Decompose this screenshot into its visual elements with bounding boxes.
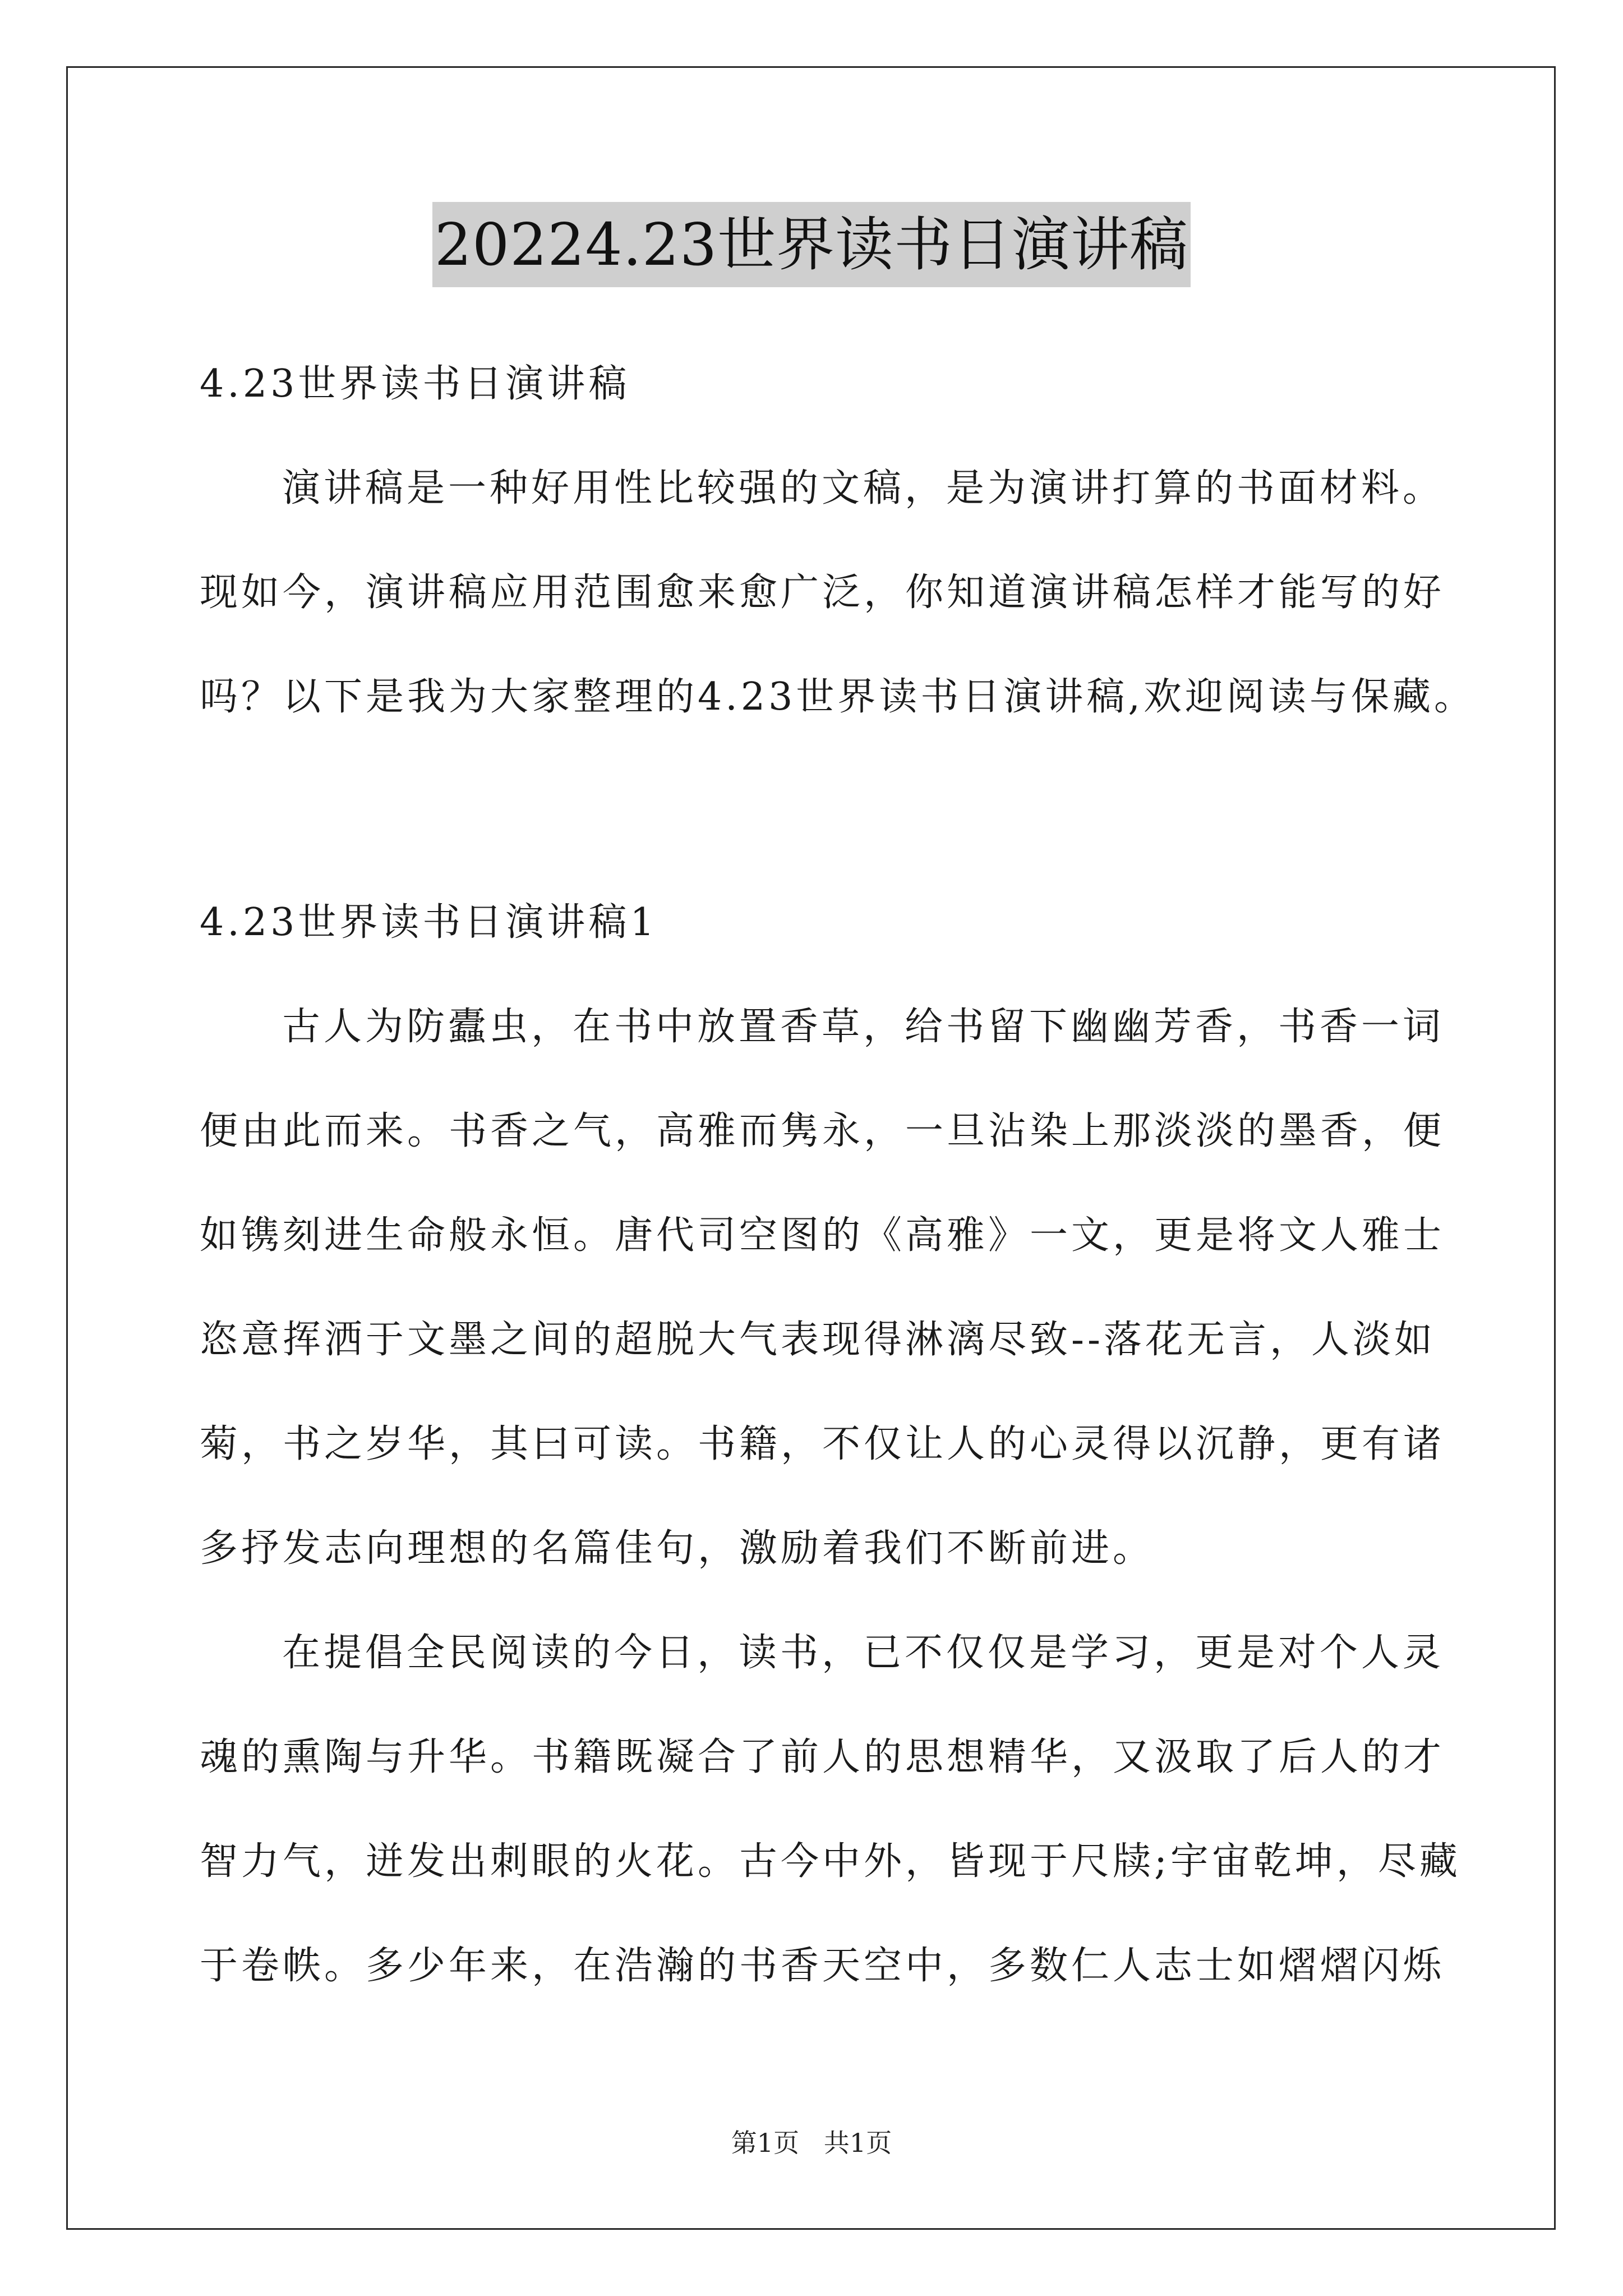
page-number: 第1页 共1页 bbox=[731, 2128, 892, 2158]
title-container bbox=[0, 202, 1623, 287]
paragraph-line: 古人为防蠹虫，在书中放置香草，给书留下幽幽芳香，书香一词 bbox=[282, 1005, 1445, 1049]
paragraph-line: 多抒发志向理想的名篇佳句，激励着我们不断前进。 bbox=[200, 1526, 1155, 1571]
paragraph-line: 魂的熏陶与升华。书籍既凝合了前人的思想精华，又汲取了后人的才 bbox=[200, 1735, 1445, 1779]
page-footer bbox=[0, 2126, 1623, 2160]
paragraph-line: 智力气，迸发出刺眼的火花。古今中外，皆现于尺牍;宇宙乾坤，尽藏 bbox=[200, 1839, 1461, 1884]
paragraph-line: 现如今，演讲稿应用范围愈来愈广泛，你知道演讲稿怎样才能写的好 bbox=[200, 570, 1445, 615]
paragraph-line: 恣意挥洒于文墨之间的超脱大气表现得淋漓尽致--落花无言，人淡如 bbox=[200, 1318, 1436, 1362]
paragraph-line: 在提倡全民阅读的今日，读书，已不仅仅是学习，更是对个人灵 bbox=[282, 1631, 1445, 1675]
paragraph-line: 便由此而来。书香之气，高雅而隽永，一旦沾染上那淡淡的墨香，便 bbox=[200, 1109, 1445, 1153]
paragraph-line: 于卷帙。多少年来，在浩瀚的书香天空中，多数仁人志士如熠熠闪烁 bbox=[200, 1944, 1445, 1988]
paragraph-line: 如镌刻进生命般永恒。唐代司空图的《高雅》一文，更是将文人雅士 bbox=[200, 1213, 1445, 1258]
paragraph-line: 吗？以下是我为大家整理的4.23世界读书日演讲稿,欢迎阅读与保藏。 bbox=[200, 675, 1476, 719]
paragraph-line: 演讲稿是一种好用性比较强的文稿，是为演讲打算的书面材料。 bbox=[282, 466, 1445, 510]
paragraph-line: 菊，书之岁华，其曰可读。书籍，不仅让人的心灵得以沉静，更有诸 bbox=[200, 1422, 1445, 1466]
section-heading-intro: 4.23世界读书日演讲稿 bbox=[200, 362, 630, 406]
document-title: 20224.23世界读书日演讲稿 bbox=[432, 202, 1191, 287]
section-heading-speech-1: 4.23世界读书日演讲稿1 bbox=[200, 900, 658, 945]
